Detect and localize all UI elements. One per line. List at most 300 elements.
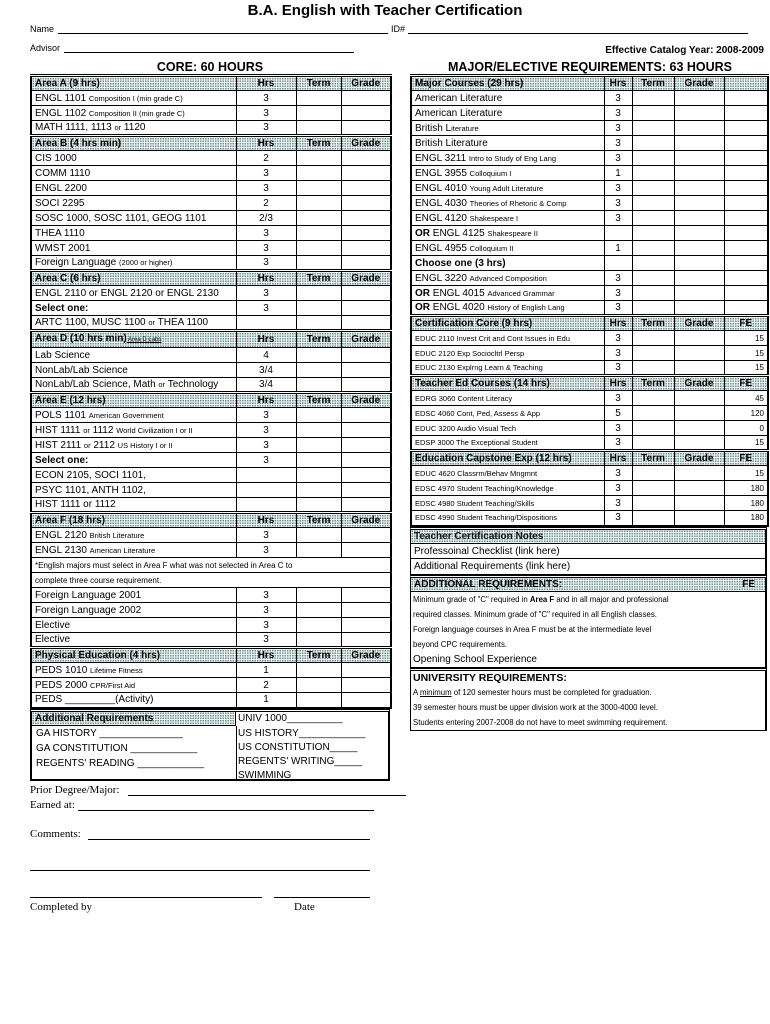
col-hrs-header: Hrs <box>236 136 296 151</box>
term-cell[interactable] <box>296 121 341 136</box>
col-term-header: Term <box>296 393 341 408</box>
grade-cell[interactable] <box>674 241 724 256</box>
term-cell[interactable] <box>632 241 674 256</box>
term-cell[interactable] <box>632 196 674 211</box>
hours-cell: 3 <box>236 91 296 106</box>
course-detail: or <box>114 123 122 132</box>
course-name: CIS 1000 <box>35 152 77 164</box>
grade-cell[interactable] <box>341 348 391 363</box>
hours-cell: 3 <box>236 121 296 136</box>
fe-cell: 15 <box>724 331 768 346</box>
course-name: Foreign Language 2001 <box>35 589 142 601</box>
term-cell[interactable] <box>296 256 341 271</box>
major-column <box>410 74 767 731</box>
course-row <box>31 91 391 106</box>
course-name: THEA 1110 <box>35 227 85 239</box>
course-detail: Composition II (min grade C) <box>88 108 185 118</box>
course-name: ENGL 4120 <box>415 212 470 224</box>
id-field[interactable] <box>408 33 748 34</box>
course-row <box>31 316 391 331</box>
grade-cell[interactable] <box>674 106 724 121</box>
course-cell <box>31 378 236 393</box>
addl-req-line-3 <box>411 622 765 637</box>
term-cell[interactable] <box>632 286 674 301</box>
term-cell[interactable] <box>632 391 674 406</box>
col-fe-header: FE <box>724 316 768 331</box>
major-courses-title: Major Courses (29 hrs) <box>411 76 604 91</box>
grade-cell[interactable] <box>674 496 724 511</box>
course-cell <box>411 331 604 346</box>
additional-right-line[interactable]: US CONSTITUTION_____ <box>238 741 358 753</box>
grade-cell[interactable] <box>674 511 724 526</box>
grade-cell[interactable] <box>341 588 391 603</box>
hours-cell: 3 <box>236 618 296 633</box>
course-row <box>31 241 391 256</box>
course-name: ENGL 4020 <box>430 302 488 313</box>
hours-cell <box>236 498 296 513</box>
course-detail: Shakespeare I <box>469 213 519 223</box>
hours-cell: 3 <box>604 301 632 316</box>
professional-checklist-link[interactable]: Professoinal Checklist (link here) <box>411 544 765 559</box>
additional-left-line[interactable]: GA CONSTITUTION ____________ <box>36 742 198 754</box>
term-cell[interactable] <box>296 166 341 181</box>
grade-cell[interactable] <box>674 331 724 346</box>
course-row <box>411 226 768 241</box>
col-term-header: Term <box>296 513 341 528</box>
comments-line-2[interactable] <box>30 870 370 871</box>
course-row <box>31 408 391 423</box>
course-detail: Composition I (min grade C) <box>88 93 183 103</box>
grade-cell[interactable] <box>341 211 391 226</box>
grade-cell[interactable] <box>341 663 391 678</box>
course-name: PSYC 1101, ANTH 1102, <box>35 484 146 496</box>
education-capstone-title: Education Capstone Exp (12 hrs) <box>411 451 604 466</box>
course-cell <box>31 286 236 301</box>
text-part: minimum <box>419 687 452 697</box>
col-grade-header: Grade <box>341 271 391 286</box>
grade-cell[interactable] <box>341 603 391 618</box>
term-cell[interactable] <box>632 136 674 151</box>
grade-cell[interactable] <box>341 408 391 423</box>
additional-requirements-box <box>30 709 390 781</box>
term-cell[interactable] <box>296 423 341 438</box>
term-cell[interactable] <box>632 106 674 121</box>
catalog-year: Effective Catalog Year: 2008-2009 <box>605 45 764 56</box>
col-blank-header <box>724 76 768 91</box>
name-field[interactable] <box>58 33 388 34</box>
course-cell <box>411 151 604 166</box>
course-name: EDUC 3200 Audio Visual Tech <box>415 423 517 433</box>
term-cell[interactable] <box>296 181 341 196</box>
grade-cell[interactable] <box>341 378 391 393</box>
course-detail: Young Adult Literature <box>469 183 544 193</box>
core-table <box>30 74 392 709</box>
course-row <box>31 211 391 226</box>
advisor-field[interactable] <box>64 52 354 53</box>
course-cell <box>31 453 236 468</box>
col-term-header: Term <box>296 136 341 151</box>
additional-right-line[interactable]: REGENTS' WRITING_____ <box>238 755 363 767</box>
course-name: EDUC 2110 Invest Crit and Cont Issues in Edu <box>415 333 570 343</box>
grade-cell[interactable] <box>674 286 724 301</box>
univ-1000-line[interactable]: UNIV 1000__________ <box>238 712 343 724</box>
prior-degree-field[interactable] <box>128 795 406 796</box>
term-cell[interactable] <box>296 498 341 513</box>
course-cell <box>31 618 236 633</box>
term-cell[interactable] <box>296 438 341 453</box>
grade-cell[interactable] <box>674 256 724 271</box>
univ-req-line-3 <box>411 715 765 730</box>
col-grade-header: Grade <box>341 513 391 528</box>
term-cell[interactable] <box>296 588 341 603</box>
completed-by-line[interactable] <box>30 897 262 898</box>
term-cell[interactable] <box>296 528 341 543</box>
course-cell <box>31 363 236 378</box>
course-name: HIST 2111 <box>35 439 84 451</box>
course-cell <box>411 511 604 526</box>
grade-cell[interactable] <box>341 693 391 708</box>
term-cell[interactable] <box>296 618 341 633</box>
additional-right-line[interactable]: US HISTORY____________ <box>238 727 366 739</box>
grade-cell[interactable] <box>341 438 391 453</box>
course-row <box>411 361 768 376</box>
course-row <box>31 483 391 498</box>
course-detail: iterature <box>451 123 479 133</box>
grade-cell[interactable] <box>341 166 391 181</box>
term-cell[interactable] <box>632 91 674 106</box>
course-row <box>31 603 391 618</box>
term-cell[interactable] <box>632 166 674 181</box>
term-cell[interactable] <box>296 91 341 106</box>
term-cell[interactable] <box>296 543 341 558</box>
term-cell[interactable] <box>632 421 674 436</box>
earned-at-label: Earned at: <box>30 799 75 811</box>
area-note: *English majors must select in Area F what was not selected in Area C to <box>31 558 391 573</box>
comments-label: Comments: <box>30 828 81 840</box>
term-cell[interactable] <box>296 226 341 241</box>
course-row <box>31 633 391 648</box>
grade-cell[interactable] <box>341 498 391 513</box>
course-name: WMST 2001 <box>35 242 91 254</box>
course-name: EDUC 4620 Classrm/Behav Mngmnt <box>415 468 538 478</box>
grade-cell[interactable] <box>341 196 391 211</box>
grade-cell[interactable] <box>341 181 391 196</box>
hours-cell: 1 <box>236 663 296 678</box>
grade-cell[interactable] <box>674 166 724 181</box>
additional-requirements-block <box>410 575 767 668</box>
grade-cell[interactable] <box>341 226 391 241</box>
course-row <box>31 618 391 633</box>
additional-left-line[interactable]: GA HISTORY _______________ <box>36 727 183 739</box>
fe-cell: 180 <box>724 496 768 511</box>
hours-cell: 3 <box>236 633 296 648</box>
area-e-header <box>31 393 391 408</box>
course-name: ENGL 3211 <box>415 152 469 164</box>
additional-requirements-fe: FE <box>742 578 755 590</box>
term-cell[interactable] <box>296 603 341 618</box>
grade-cell[interactable] <box>674 136 724 151</box>
hours-cell: 3 <box>236 603 296 618</box>
earned-at-field[interactable] <box>78 810 374 811</box>
course-name: HIST 1111 or 1112 <box>35 499 116 510</box>
col-hrs-header: Hrs <box>236 513 296 528</box>
grade-cell[interactable] <box>341 483 391 498</box>
term-cell[interactable] <box>632 271 674 286</box>
hours-cell <box>604 226 632 241</box>
grade-cell[interactable] <box>674 151 724 166</box>
term-cell[interactable] <box>632 226 674 241</box>
hours-cell: 3 <box>604 421 632 436</box>
course-row <box>411 481 768 496</box>
col-grade-header: Grade <box>341 393 391 408</box>
course-row <box>31 286 391 301</box>
course-cell <box>31 663 236 678</box>
fe-cell <box>724 226 768 241</box>
course-name: ENGL 4955 <box>415 242 470 254</box>
addl-req-line-4 <box>411 637 765 652</box>
course-name: Elective <box>35 619 71 631</box>
area-f-header <box>31 513 391 528</box>
grade-cell[interactable] <box>341 121 391 136</box>
course-row <box>411 271 768 286</box>
grade-cell[interactable] <box>674 481 724 496</box>
course-cell <box>31 121 236 136</box>
grade-cell[interactable] <box>674 226 724 241</box>
grade-cell[interactable] <box>341 241 391 256</box>
term-cell[interactable] <box>296 453 341 468</box>
grade-cell[interactable] <box>341 543 391 558</box>
course-name: ENGL 2120 <box>35 529 90 541</box>
hours-cell: 3 <box>236 408 296 423</box>
area-d-link[interactable]: Area D Labs <box>126 337 162 343</box>
term-cell[interactable] <box>296 693 341 708</box>
course-row <box>31 693 391 708</box>
course-cell <box>411 166 604 181</box>
hours-cell: 3 <box>604 211 632 226</box>
physical-education-header <box>31 648 391 663</box>
grade-cell[interactable] <box>341 468 391 483</box>
grade-cell[interactable] <box>341 316 391 331</box>
major-courses-header <box>411 76 768 91</box>
term-cell[interactable] <box>296 348 341 363</box>
fe-cell <box>724 301 768 316</box>
term-cell[interactable] <box>296 483 341 498</box>
course-detail: Colloquium II <box>469 243 514 253</box>
term-cell[interactable] <box>632 361 674 376</box>
grade-cell[interactable] <box>674 211 724 226</box>
hours-cell: 3 <box>604 331 632 346</box>
course-row <box>411 286 768 301</box>
date-line[interactable] <box>274 897 370 898</box>
grade-cell[interactable] <box>674 181 724 196</box>
course-cell <box>411 136 604 151</box>
notes-header: Teacher Certification Notes <box>411 530 765 544</box>
course-cell <box>31 348 236 363</box>
comments-field[interactable] <box>88 839 370 840</box>
course-detail: US History I or II <box>117 440 173 450</box>
hours-cell: 3 <box>604 496 632 511</box>
term-cell[interactable] <box>632 181 674 196</box>
course-row <box>31 588 391 603</box>
hours-cell: 3 <box>236 226 296 241</box>
grade-cell[interactable] <box>674 271 724 286</box>
area-note: complete three course requirement. <box>31 573 391 588</box>
term-cell[interactable] <box>296 633 341 648</box>
course-detail: World Civilization I or II <box>116 425 193 435</box>
text-part: and in all major and professional <box>554 594 669 604</box>
course-name: SOCI 2295 <box>35 197 85 209</box>
term-cell[interactable] <box>632 211 674 226</box>
hours-cell: 3 <box>236 256 296 271</box>
grade-cell[interactable] <box>341 151 391 166</box>
addl-req-line-1 <box>411 592 765 607</box>
course-cell <box>31 316 236 331</box>
grade-cell[interactable] <box>341 633 391 648</box>
additional-right-line[interactable]: SWIMMING __________ <box>238 769 350 781</box>
course-cell <box>31 423 236 438</box>
term-cell[interactable] <box>632 511 674 526</box>
term-cell[interactable] <box>296 241 341 256</box>
term-cell[interactable] <box>296 106 341 121</box>
term-cell[interactable] <box>296 663 341 678</box>
grade-cell[interactable] <box>674 121 724 136</box>
term-cell[interactable] <box>632 406 674 421</box>
text-part: A <box>413 687 420 697</box>
term-cell[interactable] <box>632 301 674 316</box>
grade-cell[interactable] <box>674 406 724 421</box>
term-cell[interactable] <box>632 331 674 346</box>
term-cell[interactable] <box>632 346 674 361</box>
grade-cell[interactable] <box>341 453 391 468</box>
course-detail: or <box>83 440 91 450</box>
grade-cell[interactable] <box>341 286 391 301</box>
grade-cell[interactable] <box>674 391 724 406</box>
term-cell[interactable] <box>296 363 341 378</box>
grade-cell[interactable] <box>341 423 391 438</box>
course-cell <box>411 286 604 301</box>
hours-cell <box>236 316 296 331</box>
hours-cell: 3 <box>236 301 296 316</box>
hours-cell: 3 <box>604 196 632 211</box>
course-cell <box>411 196 604 211</box>
term-cell[interactable] <box>296 211 341 226</box>
grade-cell[interactable] <box>341 256 391 271</box>
course-cell <box>31 588 236 603</box>
grade-cell[interactable] <box>674 361 724 376</box>
or-label: OR <box>415 287 430 299</box>
course-name: American Literature <box>415 107 503 119</box>
course-cell <box>411 346 604 361</box>
fe-cell: 0 <box>724 421 768 436</box>
term-cell[interactable] <box>296 151 341 166</box>
grade-cell[interactable] <box>341 106 391 121</box>
term-cell[interactable] <box>632 481 674 496</box>
hours-cell: 3 <box>604 151 632 166</box>
course-row <box>31 663 391 678</box>
grade-cell[interactable] <box>674 91 724 106</box>
course-name: PEDS _________(Activity) <box>35 694 154 706</box>
term-cell[interactable] <box>632 256 674 271</box>
term-cell[interactable] <box>632 151 674 166</box>
col-grade-header: Grade <box>674 376 724 391</box>
term-cell[interactable] <box>296 301 341 316</box>
course-name: EDSC 4990 Student Teaching/Dispositions <box>415 513 558 523</box>
course-detail: or <box>158 380 166 389</box>
grade-cell[interactable] <box>674 301 724 316</box>
course-detail: Shakespeare II <box>487 228 538 238</box>
grade-cell[interactable] <box>341 363 391 378</box>
course-cell <box>31 166 236 181</box>
fe-cell <box>724 241 768 256</box>
term-cell[interactable] <box>296 378 341 393</box>
hours-cell: 2 <box>236 678 296 693</box>
course-cell <box>411 481 604 496</box>
grade-cell[interactable] <box>674 466 724 481</box>
grade-cell[interactable] <box>674 346 724 361</box>
course-row <box>31 468 391 483</box>
term-cell[interactable] <box>296 196 341 211</box>
certification-core-header <box>411 316 768 331</box>
course-row <box>411 301 768 316</box>
hours-cell <box>236 483 296 498</box>
term-cell[interactable] <box>296 468 341 483</box>
course-row <box>31 363 391 378</box>
grade-cell[interactable] <box>341 618 391 633</box>
term-cell[interactable] <box>296 678 341 693</box>
certification-core-title: Certification Core (9 hrs) <box>411 316 604 331</box>
addl-req-line-2 <box>411 607 765 622</box>
course-detail: Advanced Composition <box>469 273 547 283</box>
course-name: EDSC 4970 Student Teaching/Knowledge <box>415 483 554 493</box>
grade-cell[interactable] <box>341 678 391 693</box>
text-part: 39 semester hours must be upper division work at the 3000-4000 level. <box>413 702 658 712</box>
text-part: required classes. Minimum grade of "C" required in all English classes. <box>413 609 657 619</box>
course-cell <box>31 256 236 271</box>
course-name: ENGL 1101 <box>35 92 89 104</box>
col-grade-header: Grade <box>341 76 391 91</box>
term-cell[interactable] <box>632 436 674 451</box>
area-f-title: Area F (18 hrs) <box>31 513 236 528</box>
fe-cell <box>724 91 768 106</box>
term-cell[interactable] <box>632 466 674 481</box>
grade-cell[interactable] <box>674 421 724 436</box>
term-cell[interactable] <box>296 316 341 331</box>
course-row <box>31 378 391 393</box>
term-cell[interactable] <box>632 496 674 511</box>
course-cell <box>31 241 236 256</box>
course-detail: (2000 or higher) <box>118 258 173 267</box>
course-row <box>31 348 391 363</box>
grade-cell[interactable] <box>674 196 724 211</box>
course-detail: Lifetime Fitness <box>90 665 143 675</box>
additional-requirements-link[interactable]: Additional Requirements (link here) <box>414 560 571 572</box>
additional-left-line[interactable]: REGENTS' READING ____________ <box>36 757 205 769</box>
term-cell[interactable] <box>632 121 674 136</box>
col-term-header: Term <box>296 76 341 91</box>
term-cell[interactable] <box>296 408 341 423</box>
course-cell <box>31 151 236 166</box>
grade-cell[interactable] <box>341 301 391 316</box>
grade-cell[interactable] <box>341 91 391 106</box>
hours-cell: 3 <box>236 453 296 468</box>
course-cell <box>31 438 236 453</box>
course-name: PEDS 2000 <box>35 679 91 691</box>
course-detail: American Government <box>88 410 164 420</box>
term-cell[interactable] <box>296 286 341 301</box>
grade-cell[interactable] <box>674 436 724 451</box>
grade-cell[interactable] <box>341 528 391 543</box>
col-grade-header: Grade <box>674 76 724 91</box>
